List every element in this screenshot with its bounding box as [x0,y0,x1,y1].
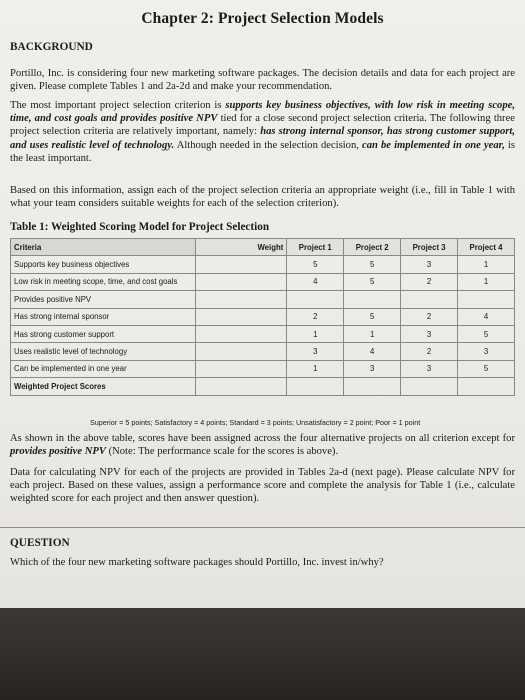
score-cell: 1 [287,325,344,342]
score-cell: 2 [401,343,458,360]
weighted-total-row [11,378,515,395]
header-weight: Weight [195,239,287,256]
chapter-title: Chapter 2: Project Selection Models [141,10,384,27]
section-divider [0,527,525,528]
table-row [11,273,515,290]
background-paragraph-3: Based on this information, assign each of the project selection criteria an appropriate weight (i.e., fill in Table 1 with what your team considers suitable weights for each of the selection criterion). [10,185,515,210]
score-cell: 5 [458,360,515,377]
score-cell: 5 [458,325,515,342]
criterion-label: Provides positive NPV [11,291,196,308]
criterion-label: Can be implemented in one year [11,360,196,377]
weight-cell [195,256,287,273]
after-table-paragraph-1: As shown in the above table, scores have been assigned across the four alternative projects on all criterion except for provides positive NPV (Note: The performance scale for the scores is above). [10,433,515,458]
total-cell [458,378,515,395]
score-cell: 4 [344,343,401,360]
emphasis-least-criterion: can be implemented in one year, [362,139,505,151]
weight-cell [195,343,287,360]
background-paragraph-2: The most important project selection criterion is supports key business objectives, with low risk in meeting scope, time, and cost goals and provides positive NPV tied for a close second project selection criteria. The following three project selection criteria are relatively important, namely: has strong internal sponsor, has strong customer support, and uses realistic level of technology. Although needed in the selection decision, can be implemented in one year, is the least important. [10,100,515,164]
table-row [11,291,515,308]
score-cell [458,291,515,308]
score-cell: 2 [401,308,458,325]
table-row [11,308,515,325]
score-cell: 5 [287,256,344,273]
background-surface [0,608,525,700]
score-cell: 3 [401,360,458,377]
header-project-2: Project 2 [344,239,401,256]
score-cell: 3 [287,343,344,360]
question-heading: QUESTION [10,537,70,549]
criterion-label: Uses realistic level of technology [11,343,196,360]
table-header-row [11,239,515,256]
criterion-label: Has strong internal sponsor [11,308,196,325]
weight-cell [195,308,287,325]
table-title: Table 1: Weighted Scoring Model for Project Selection [10,221,270,233]
score-cell [401,291,458,308]
table-row [11,325,515,342]
header-project-3: Project 3 [401,239,458,256]
criterion-label: Supports key business objectives [11,256,196,273]
emphasis-important-criteria: has strong internal sponsor, has strong customer support, and uses realistic level of technology. [10,126,515,151]
question-text: Which of the four new marketing software packages should Portillo, Inc. invest in/why? [10,557,384,568]
header-criteria: Criteria [11,239,196,256]
score-cell: 1 [344,325,401,342]
score-cell: 4 [458,308,515,325]
background-heading: BACKGROUND [10,41,93,53]
score-cell: 5 [344,308,401,325]
score-cell: 4 [287,273,344,290]
weight-total-cell [195,378,287,395]
score-cell: 3 [401,256,458,273]
score-cell: 3 [401,325,458,342]
score-cell: 3 [344,360,401,377]
score-cell [287,291,344,308]
header-project-4: Project 4 [458,239,515,256]
score-cell: 5 [344,256,401,273]
total-cell [287,378,344,395]
performance-scale-note: Superior = 5 points; Satisfactory = 4 points; Standard = 3 points; Unsatisfactory = 2 point; Poor = 1 point [90,418,421,427]
table-row [11,360,515,377]
table-row [11,343,515,360]
weight-cell [195,291,287,308]
weight-cell [195,360,287,377]
score-cell: 2 [287,308,344,325]
background-paragraph-1: Portillo, Inc. is considering four new marketing software packages. The decision details and data for each project are given. Please complete Tables 1 and 2a-2d and make your recommendation. [10,68,515,93]
emphasis-top-criteria: supports key business objectives, with low risk in meeting scope, time, and cost goals and provides positive NPV [10,100,515,125]
weight-cell [195,273,287,290]
emphasis-npv: provides positive NPV [10,446,106,458]
total-cell [401,378,458,395]
score-cell: 3 [458,343,515,360]
weight-cell [195,325,287,342]
table-row [11,256,515,273]
after-table-paragraph-2: Data for calculating NPV for each of the projects are provided in Tables 2a-d (next page). Please calculate NPV for each project. Based on these values, assign a performance score and complete the analysis for Table 1 (i.e., calculate weighted score for each project and then answer question). [10,467,515,505]
score-cell: 2 [401,273,458,290]
weighted-scoring-table [10,238,515,396]
score-cell: 5 [344,273,401,290]
score-cell: 1 [458,256,515,273]
score-cell [344,291,401,308]
criterion-label: Low risk in meeting scope, time, and cost goals [11,273,196,290]
score-cell: 1 [458,273,515,290]
criterion-label: Has strong customer support [11,325,196,342]
score-cell: 1 [287,360,344,377]
weighted-total-label: Weighted Project Scores [11,378,196,395]
header-project-1: Project 1 [287,239,344,256]
total-cell [344,378,401,395]
